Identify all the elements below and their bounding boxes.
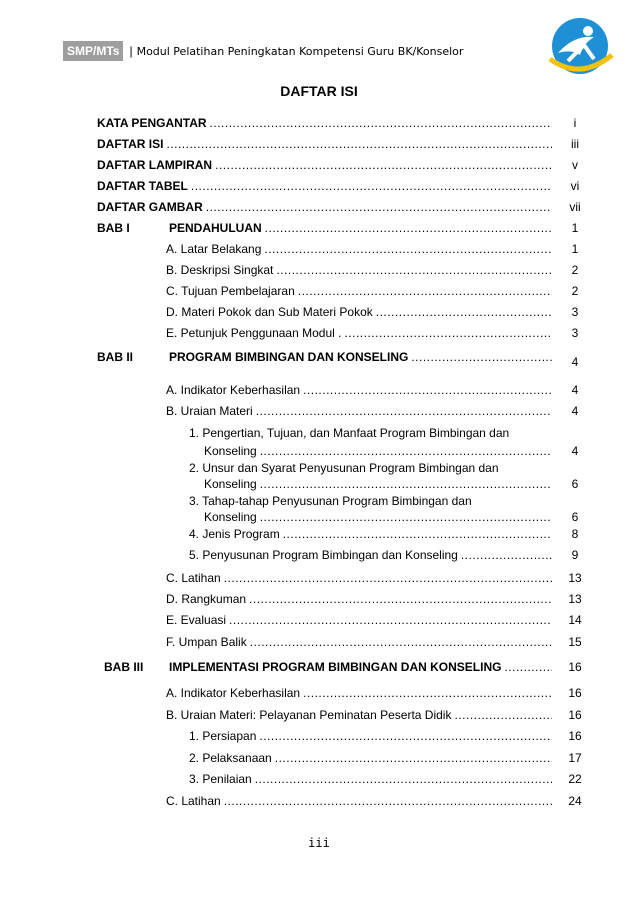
dot-leader	[256, 404, 552, 418]
page-header	[63, 41, 463, 61]
toc-entry-label: IMPLEMENTASI PROGRAM BIMBINGAN DAN KONSELING	[169, 660, 502, 674]
toc-entry	[166, 305, 552, 319]
toc-subentry	[189, 548, 552, 562]
dot-leader	[250, 635, 552, 649]
toc-page-number: 6	[571, 510, 579, 524]
toc-subentry	[189, 751, 552, 765]
toc-page-number: 3	[571, 326, 579, 340]
toc-entry-label: Konseling	[204, 510, 257, 524]
toc-page-number: v	[572, 158, 578, 172]
chapter-number: BAB I	[97, 221, 130, 235]
toc-subentry	[189, 729, 552, 743]
dot-leader	[303, 383, 552, 397]
dot-leader	[504, 660, 552, 674]
dot-leader	[249, 592, 552, 606]
dot-leader	[376, 305, 552, 319]
toc-front-entry	[97, 137, 552, 151]
toc-subentry	[204, 444, 552, 458]
dot-leader	[224, 794, 552, 808]
toc-page-number: 16	[568, 660, 582, 674]
toc-page-number: i	[573, 116, 577, 130]
toc-page-number: 6	[571, 477, 579, 491]
toc-subentry-line	[189, 494, 552, 508]
toc-subentry	[204, 510, 552, 524]
toc-entry-label: A. Indikator Keberhasilan	[166, 686, 301, 700]
toc-entry-label: Konseling	[204, 477, 257, 491]
toc-entry-label: 3. Penilaian	[189, 772, 252, 786]
toc-entry-label: E. Evaluasi	[166, 613, 227, 627]
dot-leader	[259, 729, 552, 743]
toc-front-entry	[97, 200, 552, 214]
toc-entry-label: 4. Jenis Program	[189, 527, 280, 541]
toc-subentry-line	[189, 461, 552, 475]
toc-entry-label: PROGRAM BIMBINGAN DAN KONSELING	[169, 350, 409, 364]
dot-leader	[206, 200, 552, 214]
toc-entry-label: D. Rangkuman	[166, 592, 247, 606]
dot-leader	[461, 548, 552, 562]
dot-leader	[303, 686, 552, 700]
toc-entry-label: C. Tujuan Pembelajaran	[166, 284, 295, 298]
toc-subentry	[189, 772, 552, 786]
dot-leader	[166, 137, 552, 151]
toc-page-number: iii	[571, 137, 579, 151]
toc-page-number: 22	[568, 772, 582, 786]
chapter-title	[169, 660, 552, 674]
toc-page-number: 4	[571, 383, 579, 397]
toc-entry	[166, 708, 552, 722]
toc-entry-label: 1. Persiapan	[189, 729, 257, 743]
dot-leader	[191, 179, 552, 193]
toc-entry	[166, 383, 552, 397]
dot-leader	[275, 751, 552, 765]
page-title: DAFTAR ISI	[280, 83, 358, 99]
toc-subentry-line	[189, 426, 552, 440]
toc-entry-label: B. Uraian Materi: Pelayanan Peminatan Peserta Didik	[166, 708, 452, 722]
dot-leader	[283, 527, 552, 541]
dot-leader	[210, 116, 552, 130]
toc-entry	[166, 404, 552, 418]
toc-entry-label: F. Umpan Balik	[166, 635, 247, 649]
toc-entry-label: 3. Tahap-tahap Penyusunan Program Bimbingan dan	[189, 494, 472, 508]
toc-entry-label: DAFTAR ISI	[97, 137, 164, 151]
toc-page-number: 1	[571, 242, 579, 256]
toc-entry	[166, 794, 552, 808]
toc-page-number: 4	[571, 444, 579, 458]
toc-entry-label: 5. Penyusunan Program Bimbingan dan Konseling	[189, 548, 458, 562]
toc-entry-label: C. Latihan	[166, 794, 221, 808]
toc-entry	[166, 635, 552, 649]
toc-entry-label: PENDAHULUAN	[169, 221, 262, 235]
chapter-number: BAB II	[97, 350, 133, 364]
dot-leader	[260, 444, 552, 458]
toc-entry-label: KATA PENGANTAR	[97, 116, 207, 130]
toc-entry	[166, 686, 552, 700]
page-number: iii	[308, 836, 330, 850]
dot-leader	[260, 510, 552, 524]
toc-entry	[166, 284, 552, 298]
toc-entry-label: C. Latihan	[166, 571, 221, 585]
dot-leader	[224, 571, 552, 585]
toc-page-number: 1	[571, 221, 579, 235]
dot-leader	[229, 613, 552, 627]
toc-entry-label: 2. Pelaksanaan	[189, 751, 272, 765]
dot-leader	[276, 263, 552, 277]
toc-page-number: vi	[570, 179, 580, 193]
chapter-title	[169, 350, 552, 364]
toc-page-number: 2	[571, 284, 579, 298]
dot-leader	[255, 772, 552, 786]
toc-entry-label: 1. Pengertian, Tujuan, dan Manfaat Program Bimbingan dan	[189, 426, 510, 440]
toc-page-number: 24	[568, 794, 582, 808]
toc-entry	[166, 613, 552, 627]
toc-page-number: 9	[571, 548, 579, 562]
dot-leader	[260, 477, 552, 491]
toc-page-number: vii	[569, 200, 581, 214]
toc-page-number: 4	[571, 404, 579, 418]
dot-leader	[264, 242, 552, 256]
toc-entry-label: D. Materi Pokok dan Sub Materi Pokok	[166, 305, 373, 319]
chapter-title	[169, 221, 552, 235]
toc-page-number: 3	[571, 305, 579, 319]
chapter-number: BAB III	[104, 660, 144, 674]
toc-front-entry	[97, 116, 552, 130]
toc-page-number: 13	[568, 592, 582, 606]
toc-page-number: 8	[571, 527, 579, 541]
toc-page-number: 17	[568, 751, 582, 765]
toc-front-entry	[97, 158, 552, 172]
dot-leader	[298, 284, 552, 298]
module-title: Modul Pelatihan Peningkatan Kompetensi Guru BK/Konselor	[136, 44, 464, 58]
dot-leader	[215, 158, 552, 172]
toc-page-number: 16	[568, 729, 582, 743]
toc-page-number: 14	[568, 613, 582, 627]
toc-entry-label: DAFTAR GAMBAR	[97, 200, 203, 214]
toc-entry-label: E. Petunjuk Penggunaan Modul .	[166, 326, 342, 340]
toc-entry-label: 2. Unsur dan Syarat Penyusunan Program Bimbingan dan	[189, 461, 499, 475]
toc-page-number: 16	[568, 708, 582, 722]
toc-entry	[166, 263, 552, 277]
toc-entry-label: A. Latar Belakang	[166, 242, 262, 256]
toc-entry	[166, 571, 552, 585]
toc-subentry	[204, 477, 552, 491]
dot-leader	[265, 221, 552, 235]
dot-leader	[454, 708, 552, 722]
toc-entry-label: DAFTAR TABEL	[97, 179, 188, 193]
toc-entry-label: Konseling	[204, 444, 257, 458]
toc-page-number: 4	[571, 355, 579, 369]
toc-page-number: 16	[568, 686, 582, 700]
toc-entry	[166, 242, 552, 256]
toc-entry-label: A. Indikator Keberhasilan	[166, 383, 301, 397]
toc-entry-label: B. Uraian Materi	[166, 404, 253, 418]
kurikulum-2013-logo	[544, 15, 616, 77]
toc-page-number: 2	[571, 263, 579, 277]
toc-front-entry	[97, 179, 552, 193]
toc-entry-label: B. Deskripsi Singkat	[166, 263, 274, 277]
dot-leader	[411, 350, 552, 364]
header-separator: |	[129, 44, 133, 58]
toc-entry	[166, 326, 552, 340]
level-badge: SMP/MTs	[63, 41, 123, 61]
toc-page-number: 13	[568, 571, 582, 585]
toc-page-number: 15	[568, 635, 582, 649]
toc-entry-label: DAFTAR LAMPIRAN	[97, 158, 213, 172]
dot-leader	[344, 326, 552, 340]
toc-subentry	[189, 527, 552, 541]
toc-entry	[166, 592, 552, 606]
